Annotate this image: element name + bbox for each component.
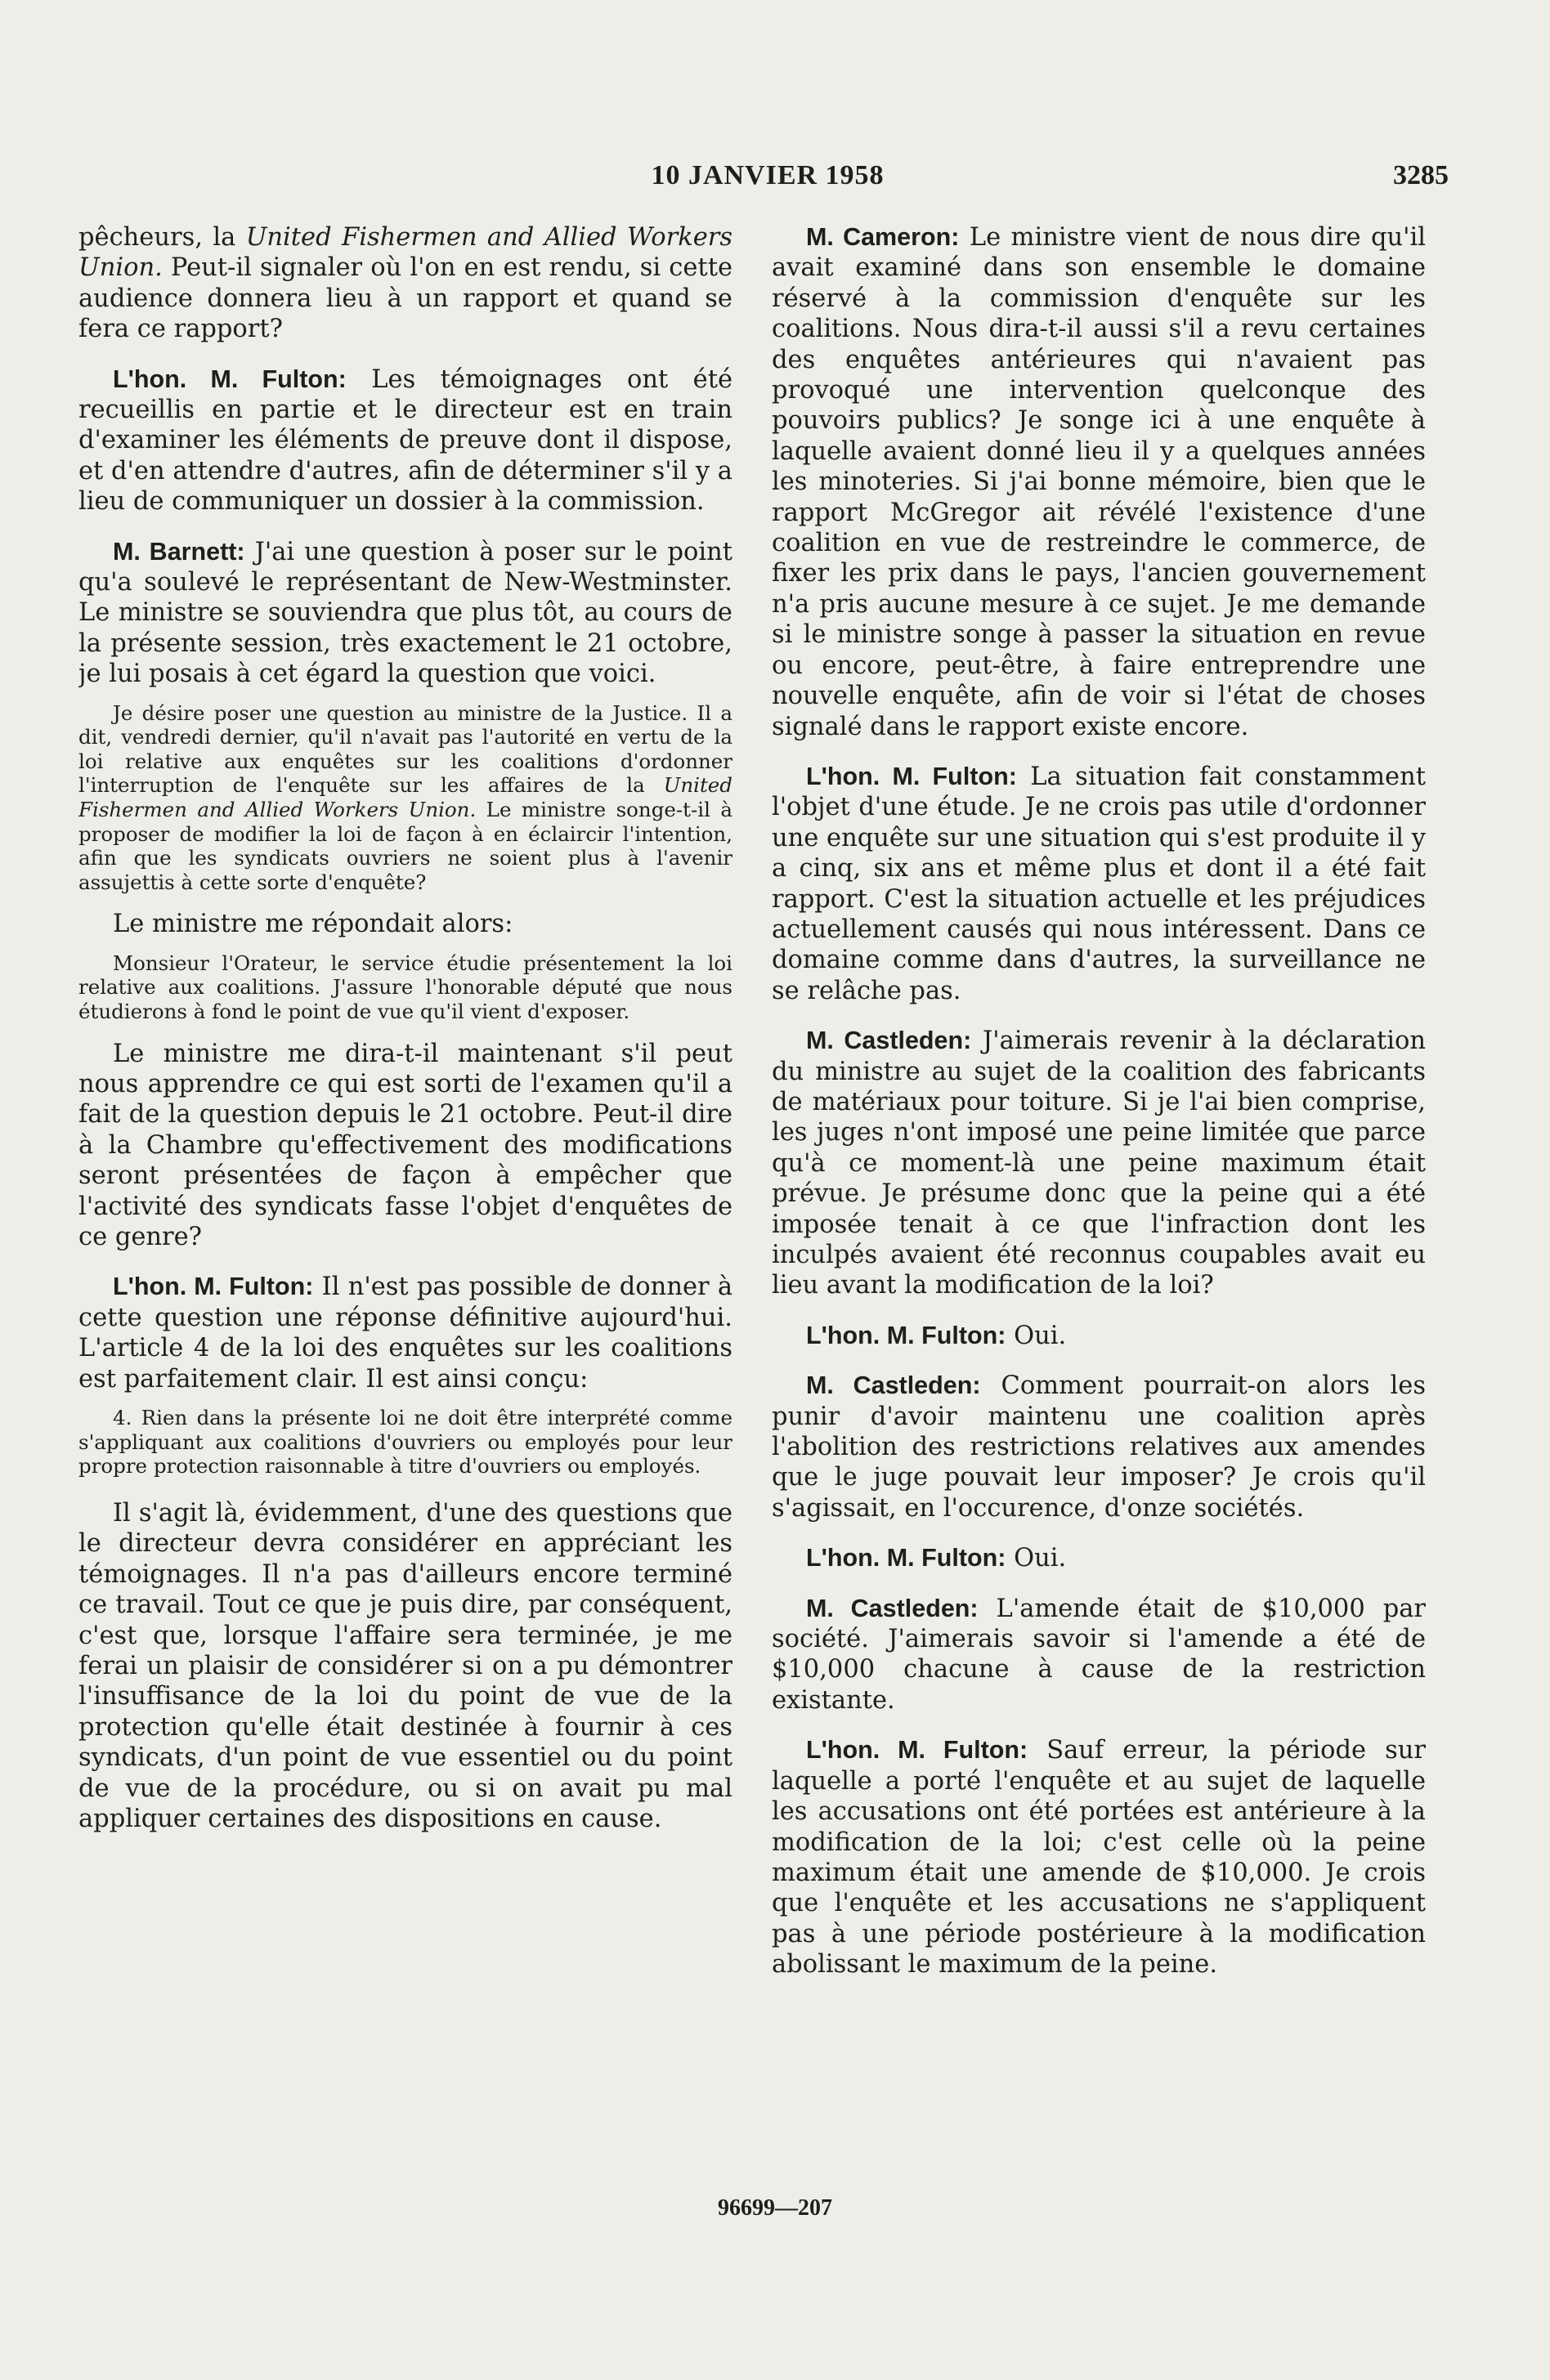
paragraph: L'hon. M. Fulton: Oui. (806, 1544, 1067, 1573)
paragraph: M. Castleden: J'aimerais revenir à la déclaration du ministre au sujet de la coalition des fabricants de matériaux pour toiture. Si je l'ai bien comprise, les juges n'ont imposé une peine limitée que parce qu'à ce moment-là une peine maximum était prévue. Je présume donc que la peine qui a été imposée tenait à ce que l'infraction dont les inculpés avaient été reconnus coupables avait eu lieu avant la modification de la loi? (772, 1027, 1426, 1300)
header-date: 10 JANVIER 1958 (651, 160, 885, 190)
paragraph: M. Castleden: Comment pourrait-on alors les punir d'avoir maintenu une coalition après l'abolition des restrictions relatives aux amendes que le juge pouvait leur imposer? Je crois qu'il s'agissait, en l'occurence, d'onze sociétés. (772, 1371, 1426, 1523)
paragraph: M. Castleden: L'amende était de $10,000 par société. J'aimerais savoir si l'amende a été de $10,000 chacune à cause de la restriction existante. (772, 1594, 1426, 1715)
quoted-passage: Je désire poser une question au ministre de la Justice. Il a dit, vendredi dernier, qu'il n'avait pas l'autorité en vertu de la loi relative aux enquêtes sur les coalitions d'ordonner l'interruption de l'enquête sur les affaires de la United Fishermen and Allied Workers Union. Le ministre songe-t-il à proposer de modifier la loi de façon à en éclaircir l'intention, afin que les syndicats ouvriers ne soient plus à l'avenir assujettis à cette sorte d'enquête? (78, 700, 732, 894)
speaker-name: M. Castleden: (806, 1594, 979, 1622)
page-footer-code: 96699—207 (718, 2195, 832, 2221)
speaker-name: L'hon. M. Fulton: (113, 365, 347, 393)
paragraph: L'hon. M. Fulton: Sauf erreur, la période sur laquelle a porté l'enquête et au sujet de laquelle les accusations ont été portées est antérieure à la modification de la loi; c'est celle où la peine maximum était une amende de $10,000. Je crois que l'enquête et les accusations ne s'appliquent pas à une période postérieure à la modification abolissant le maximum de la peine. (772, 1736, 1426, 1980)
quoted-passage: Monsieur l'Orateur, le service étudie présentement la loi relative aux coalitions. J'assure l'honorable député que nous étudierons à fond le point de vue qu'il vient d'exposer. (78, 951, 732, 1024)
paragraph: L'hon. M. Fulton: Oui. (806, 1321, 1067, 1350)
italic-union-name: United Fishermen and Allied Workers Union. (78, 223, 732, 283)
page-header (87, 160, 1449, 201)
speaker-name: M. Cameron: (806, 223, 960, 251)
left-column (78, 222, 732, 2184)
paragraph: L'hon. M. Fulton: Il n'est pas possible de donner à cette question une réponse définitive aujourd'hui. L'article 4 de la loi des enquêtes sur les coalitions est parfaitement clair. Il est ainsi conçu: (78, 1273, 732, 1394)
paragraph: L'hon. M. Fulton: La situation fait constamment l'objet d'une étude. Je ne crois pas utile d'ordonner une enquête sur une situation qui s'est produite il y a cinq, six ans et même plus et dont il a été fait rapport. C'est la situation actuelle et les préjudices actuellement causés qui nous intéressent. Dans ce domaine comme dans d'autres, la surveillance ne se relâche pas. (772, 762, 1426, 1005)
speaker-name: M. Castleden: (806, 1371, 981, 1400)
speaker-name: L'hon. M. Fulton: (806, 1321, 1006, 1349)
header-page-number: 3285 (1393, 160, 1449, 190)
paragraph: Le ministre me répondait alors: (113, 910, 513, 939)
paragraph: Le ministre me dira-t-il maintenant s'il peut nous apprendre ce qui est sorti de l'examen qu'il a fait de la question depuis le 21 octobre. Peut-il dire à la Chambre qu'effectivement des modifications seront présentées de façon à empêcher que l'activité des syndicats fasse l'objet d'enquêtes de ce genre? (78, 1039, 732, 1252)
paragraph: M. Barnett: J'ai une question à poser sur le point qu'a soulevé le représentant de New-Westminster. Le ministre se souviendra que plus tôt, au cours de la présente session, très exactement le 21 octobre, je lui posais à cet égard la question que voici. (78, 537, 732, 689)
speaker-name: L'hon. M. Fulton: (806, 1544, 1006, 1572)
speaker-name: L'hon. M. Fulton: (113, 1273, 314, 1301)
paragraph: Il s'agit là, évidemment, d'une des questions que le directeur devra considérer en appréciant les témoignages. Il n'a pas d'ailleurs encore terminé ce travail. Tout ce que je puis dire, par conséquent, c'est que, lorsque l'affaire sera terminée, je me ferai un plaisir de considérer si on a pu démontrer l'insuffisance de la loi du point de vue de la protection qu'elle était destinée à fournir à ces syndicats, d'un point de vue essentiel ou du point de vue de la procédure, ou si on avait pu mal appliquer certaines des dispositions en cause. (78, 1498, 732, 1833)
paragraph: L'hon. M. Fulton: Les témoignages ont été recueillis en partie et le directeur est en train d'examiner les éléments de preuve dont il dispose, et d'en attendre d'autres, afin de déterminer s'il y a lieu de communiquer un dossier à la commission. (78, 365, 732, 517)
speaker-name: L'hon. M. Fulton: (806, 1736, 1028, 1765)
speaker-name: L'hon. M. Fulton: (806, 762, 1017, 790)
speaker-name: M. Barnett: (113, 537, 245, 566)
quoted-passage: 4. Rien dans la présente loi ne doit être interprété comme s'appliquant aux coalitions d'ouvriers ou employés pour leur propre protection raisonnable à titre d'ouvriers ou employés. (78, 1406, 732, 1479)
paragraph: pêcheurs, la United Fishermen and Allied Workers Union. Peut-il signaler où l'on en est rendu, si cette audience donnera lieu à un rapport et quand se fera ce rapport? (78, 223, 732, 344)
speaker-name: M. Castleden: (806, 1027, 972, 1055)
paragraph: M. Cameron: Le ministre vient de nous dire qu'il avait examiné dans son ensemble le domaine réservé à la commission d'enquête sur les coalitions. Nous dira-t-il aussi s'il a revu certaines des enquêtes antérieures qui n'avaient pas provoqué une intervention quelconque des pouvoirs publics? Je songe ici à une enquête à laquelle avaient donné lieu il y a quelques années les minoteries. Si j'ai bonne mémoire, bien que le rapport McGregor ait révélé l'existence d'une coalition en vue de restreindre le commerce, de fixer les prix dans le pays, l'ancien gouvernement n'a pris aucune mesure à ce sujet. Je me demande si le ministre songe à passer la situation en revue ou encore, peut-être, à faire entreprendre une nouvelle enquête, afin de voir si l'état de choses signalé dans le rapport existe encore. (772, 223, 1426, 741)
right-column (772, 222, 1426, 2184)
